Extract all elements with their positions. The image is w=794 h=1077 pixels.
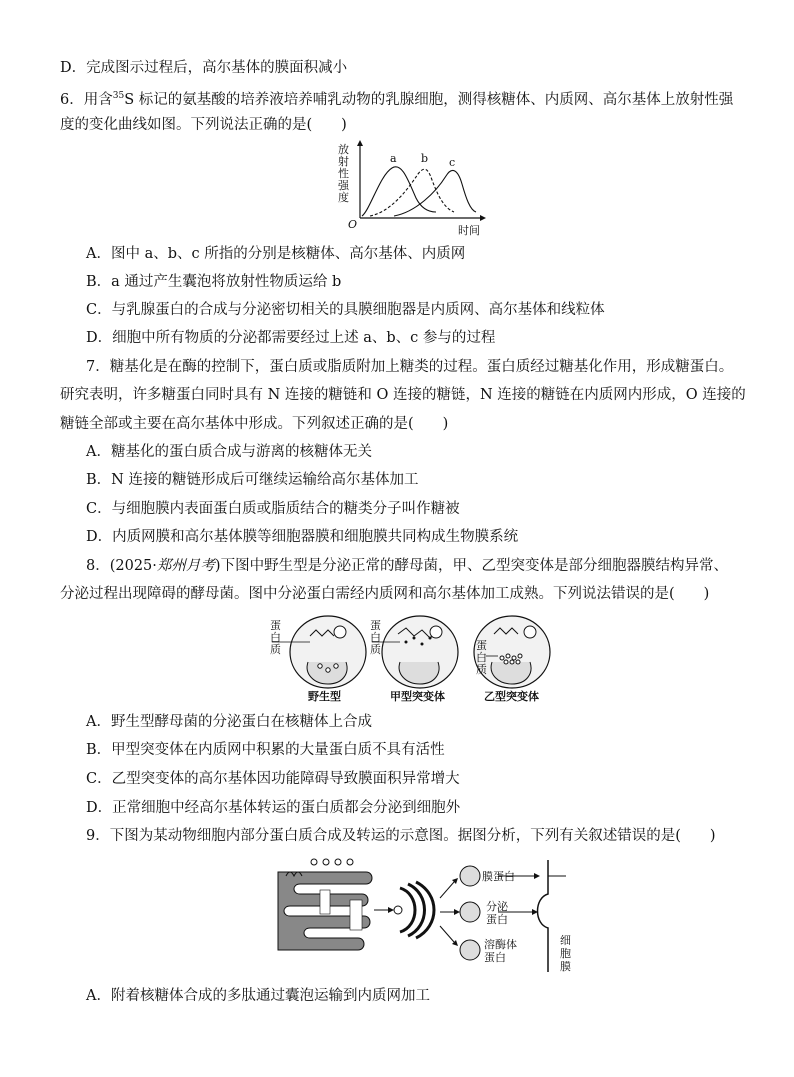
secretory-protein-label: 分泌蛋白 (486, 900, 508, 926)
y-axis-arrow (357, 140, 363, 146)
wild-type-caption: 野生型 (308, 690, 341, 703)
wild-protein-label: 蛋白质 (270, 619, 281, 656)
lysosome-protein-label: 溶酶体蛋白 (484, 938, 517, 964)
q9-stem: 9．下图为某动物细胞内部分蛋白质合成及转运的示意图。据图分析，下列有关叙述错误的是( ) (86, 828, 716, 844)
mutant-a-cell (372, 616, 458, 688)
q8-stem-line2: 分泌过程出现障碍的酵母菌。图中分泌蛋白需经内质网和高尔基体加工成熟。下列说法错误的是( ) (60, 586, 710, 602)
q6-radioactivity-chart (330, 140, 490, 236)
endoplasmic-reticulum (278, 872, 372, 950)
q6-stem-line1 (60, 86, 733, 110)
q8-option-c: C．乙型突变体的高尔基体因功能障碍导致膜面积异常增大 (86, 771, 460, 787)
chart-ylabel-text: 放射性强度 (338, 143, 349, 204)
q5-option-d: D．完成图示过程后，高尔基体的膜面积减小 (60, 60, 348, 76)
x-axis-arrow (480, 215, 486, 221)
golgi-apparatus (394, 882, 434, 938)
q8-option-b: B．甲型突变体在内质网中积累的大量蛋白质不具有活性 (86, 742, 445, 758)
q6-option-d: D．细胞中所有物质的分泌都需要经过上述 a、b、c 参与的过程 (86, 330, 496, 346)
q9-protein-transport-figure (270, 854, 590, 982)
q7-option-a: A．糖基化的蛋白质合成与游离的核糖体无关 (86, 444, 372, 460)
curve-a (362, 167, 436, 216)
q7-stem-line2: 研究表明，许多糖蛋白同时具有 N 连接的糖链和 O 连接的糖链，N 连接的糖链在内质网内形成，O 连接的 (60, 387, 746, 403)
mutant-a-protein-label: 蛋白质 (370, 619, 381, 656)
lysosome-vesicle (460, 940, 480, 960)
q8-stem-line1 (86, 556, 728, 576)
curve-label-b: b (421, 152, 429, 165)
q8-source: 郑州月考 (156, 558, 215, 574)
membrane-protein-label: 膜蛋白 (482, 870, 515, 883)
q8-stem-prefix: 8．(2025· (86, 558, 157, 574)
q6-stem-rest: S 标记的氨基酸的培养液培养哺乳动物的乳腺细胞，测得核糖体、内质网、高尔基体上放射性强 (124, 91, 734, 108)
q8-option-d: D．正常细胞中经高尔基体转运的蛋白质都会分泌到细胞外 (86, 800, 461, 816)
curve-label-c: c (449, 156, 456, 169)
q6-isotope-mass: 35 (112, 91, 125, 101)
chart-xlabel: 时间 (458, 224, 480, 237)
q6-option-a: A．图中 a、b、c 所指的分别是核糖体、高尔基体、内质网 (86, 246, 466, 262)
wild-type-cell (272, 616, 366, 688)
q7-option-c: C．与细胞膜内表面蛋白质或脂质结合的糖类分子叫作糖被 (86, 501, 460, 517)
secretory-vesicle (460, 902, 480, 922)
cell-membrane-label: 细胞膜 (560, 934, 571, 973)
q9-option-a: A．附着核糖体合成的多肽通过囊泡运输到内质网加工 (86, 988, 430, 1004)
chart-origin: O (348, 218, 358, 231)
q6-stem-line2: 度的变化曲线如图。下列说法正确的是( ) (60, 117, 347, 133)
q7-stem-line3: 糖链全部或主要在高尔基体中形成。下列叙述正确的是( ) (60, 416, 449, 432)
mutant-b-protein-label: 蛋白质 (476, 639, 487, 676)
q7-option-b: B．N 连接的糖链形成后可继续运输给高尔基体加工 (86, 472, 419, 488)
q8-option-a: A．野生型酵母菌的分泌蛋白在核糖体上合成 (86, 714, 372, 730)
q6-option-b: B．a 通过产生囊泡将放射性物质运给 b (86, 274, 342, 290)
q7-stem-line1: 7．糖基化是在酶的控制下，蛋白质或脂质附加上糖类的过程。蛋白质经过糖基化作用，形成糖蛋白。 (86, 359, 734, 375)
mutant-a-caption: 甲型突变体 (390, 690, 445, 703)
mutant-b-caption: 乙型突变体 (484, 690, 539, 703)
q8-stem-rest: )下图中野生型是分泌正常的酵母菌，甲、乙型突变体是部分细胞器膜结构异常、 (214, 558, 729, 574)
cell-membrane-line (538, 860, 549, 972)
q7-option-d: D．内质网膜和高尔基体膜等细胞器膜和细胞膜共同构成生物膜系统 (86, 529, 519, 545)
q6-option-c: C．与乳腺蛋白的合成与分泌密切相关的具膜细胞器是内质网、高尔基体和线粒体 (86, 302, 605, 318)
membrane-protein-vesicle (460, 866, 480, 886)
q6-stem-prefix: 6．用含 (60, 91, 113, 108)
q8-yeast-figure (250, 612, 560, 704)
curve-label-a: a (390, 152, 397, 165)
